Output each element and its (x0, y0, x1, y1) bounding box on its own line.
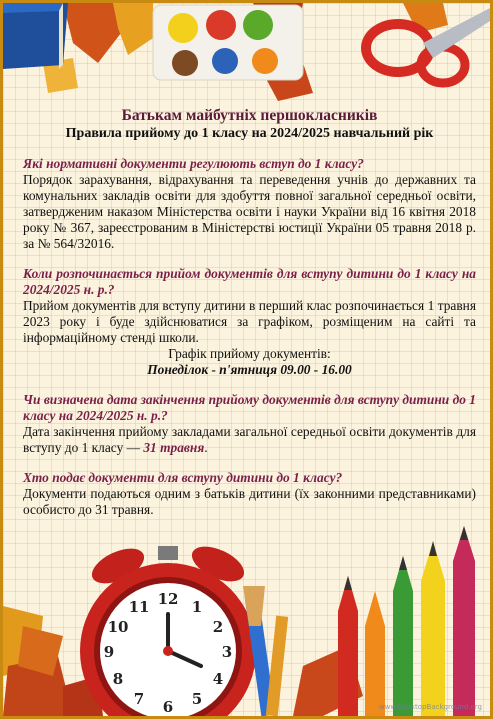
clock-number: 1 (191, 598, 203, 616)
question-4: Хто подає документи для вступу дитини до 1 класу? (23, 470, 343, 485)
clock-number: 3 (221, 643, 233, 661)
clock-number: 4 (212, 670, 224, 688)
answer-3 (23, 424, 476, 456)
clock-number: 10 (107, 618, 129, 636)
alarm-clock-icon (80, 539, 256, 716)
bottom-decoration (3, 516, 490, 716)
clock-number: 6 (162, 698, 174, 716)
deadline-date: 31 травня (143, 440, 205, 455)
answer-3-end: . (204, 440, 208, 455)
schedule-label: Графік прийому документів: (168, 346, 331, 361)
question-3: Чи визначена дата закінчення прийому документів для вступу дитини до 1 класу на 2024/2025 н. р.? (23, 392, 476, 423)
clock-number: 2 (212, 618, 224, 636)
clock-number: 9 (103, 643, 115, 661)
clock-number: 5 (191, 690, 203, 708)
schedule-hours: Понеділок - п'ятниця 09.00 - 16.00 (147, 362, 352, 377)
clock-number: 11 (128, 598, 150, 616)
clock-number: 12 (157, 590, 179, 608)
clock-number: 7 (133, 690, 145, 708)
page-subtitle: Правила прийому до 1 класу на 2024/2025 навчальний рік (65, 126, 434, 141)
book-icon (3, 3, 68, 69)
question-1: Які нормативні документи регулюють вступ до 1 класу? (23, 156, 364, 171)
top-decoration (3, 3, 490, 103)
clock-number: 8 (112, 670, 124, 688)
answer-4: Документи подаються одним з батьків дитини (їх законними представниками) особисто до 31 травня. (23, 486, 476, 517)
watermark: www.DesktopBackground.org (378, 703, 482, 711)
paint-palette-icon (153, 5, 303, 80)
answer-2: Прийом документів для вступу дитини в перший клас розпочинається 1 травня 2023 року і буде здійснюватися за графіком, розміщеним на сайті та інформаційному стенді школи. (23, 298, 476, 345)
content (23, 107, 476, 518)
question-2: Коли розпочинається прийом документів для вступу дитини до 1 класу на 2024/2025 н. р.? (23, 266, 476, 297)
answer-1: Порядок зарахування, відрахування та переведення учнів до державних та комунальних закладів освіти для здобуття повної загальної середньої освіти, затвердженим наказом Міністерства освіти і науки України від 16 квітня 2018 року № 367, зареєстрованим в Міністерстві юстиції України 05 травня 2018 р. за № 564/32016. (23, 172, 476, 251)
page-title: Батькам майбутніх першокласників (121, 107, 378, 124)
answer-3-text: Дата закінчення прийому закладами загальної середньої освіти документів для вступу до 1 класу — (23, 424, 476, 455)
